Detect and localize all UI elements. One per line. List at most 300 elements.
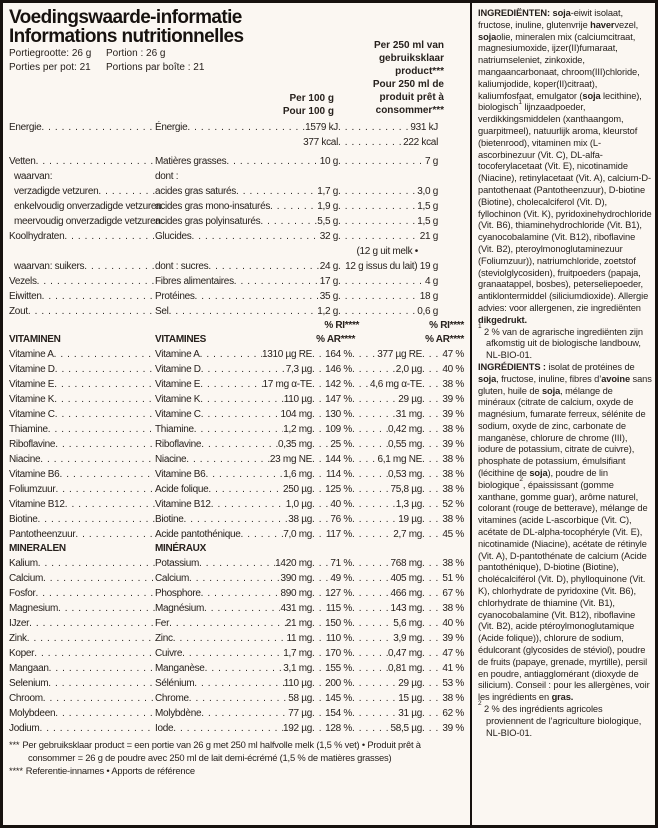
value-per-250ml-cell — [352, 646, 422, 661]
value-per-250ml: 75,8 µg — [390, 484, 422, 495]
dot-leader — [312, 512, 330, 527]
dot-leader — [422, 721, 442, 736]
value-per-250ml: 466 mg — [390, 588, 422, 599]
value-per-100g: 390 mg — [280, 573, 312, 584]
dot-leader — [422, 482, 442, 497]
table-row — [9, 407, 464, 422]
dot-leader — [173, 631, 287, 646]
dot-leader — [29, 616, 155, 631]
dot-leader — [43, 691, 155, 706]
value-per-100g: 110 µg — [283, 678, 312, 689]
fr-name: Calcium — [155, 573, 190, 584]
per-250ml-column-header — [373, 39, 444, 117]
footnote-marker: 2 — [478, 700, 482, 708]
value-per-250ml-cell — [338, 229, 438, 244]
value-per-250ml-cell — [352, 422, 422, 437]
value-per-100g: 1,0 µg — [285, 499, 312, 510]
dot-leader — [352, 407, 396, 422]
dot-leader — [58, 601, 155, 616]
ri-per-250ml-cell — [422, 377, 464, 392]
dot-leader — [201, 586, 281, 601]
dot-leader — [37, 274, 155, 289]
ri-per-100g: 154 % — [325, 708, 352, 719]
fr-name: Iode — [155, 723, 174, 734]
ri-per-250ml: 39 % — [442, 394, 464, 405]
fr-name: Vitamine K — [155, 394, 201, 405]
fr-name-cell — [155, 452, 312, 467]
value-per-100g: 377 kcal — [303, 137, 338, 148]
ri-per-250ml-cell — [422, 362, 464, 377]
nl-name-cell — [9, 527, 155, 542]
dot-leader — [37, 512, 155, 527]
value-per-250ml-cell — [352, 631, 422, 646]
dot-leader — [312, 571, 330, 586]
value-per-250ml: 31 mg — [395, 409, 422, 420]
ri-per-100g: 146 % — [325, 364, 352, 375]
dot-leader — [27, 631, 155, 646]
ri-per-250ml-cell — [422, 482, 464, 497]
footnote-reference-intakes — [9, 765, 464, 778]
table-row — [9, 706, 464, 721]
value-per-250ml-cell — [352, 586, 422, 601]
dot-leader — [200, 377, 262, 392]
nl-name-cell — [9, 601, 155, 616]
ri-per-100g: 155 % — [325, 663, 352, 674]
ri-per-250ml-cell — [422, 467, 464, 482]
ingredient-text: , épaississant (gomme xanthane, gomme guar), arôme naturel, colorant (rouge de betterave), mélange de vitamines (acide L-ascorbique (Vit. C), acétate de DL-alpha-tocophéryle (Vit. E), nicotinamide (Niacine), acétate de rétinyle (Vit. A), D-pantothénate de calcium (Acide pantothénique), D-biotine (Biotine), cholécalciférol (Vit. D), phylloquinone (Vit. K), chlorhydrate de pyridoxine (Vit. B6), chlorhydrate de thiamine (Vit. B1), cyanocobalamine (Vit. B12), riboflavine (Vit. B2), acide ptéroylmonoglutamique (Acide folique)), chlorure de sodium, édulcorant (glycosides de stéviol), poudre de fruits (papaye, grenade, myrtille), persil en poudre, antiagglomérant (dioxyde de silicium). Conseil : pour les allergènes, voir les ingrédients en — [478, 479, 650, 703]
ri-per-250ml-cell — [422, 512, 464, 527]
value-per-100g: 11 mg — [286, 633, 312, 644]
table-row — [9, 214, 464, 229]
fr-name: Zinc — [155, 633, 173, 644]
dot-leader — [422, 527, 442, 542]
ingredient-bold-text: haver — [590, 19, 615, 30]
ri-per-100g-cell — [312, 721, 352, 736]
fr-name: acides gras mono-insaturés — [155, 201, 271, 212]
dot-leader — [40, 452, 155, 467]
dot-leader — [338, 289, 420, 304]
dot-leader — [204, 601, 280, 616]
value-per-100g: 1,9 g — [317, 201, 338, 212]
value-per-100g: 17 mg α-TE — [262, 379, 312, 390]
dot-leader — [54, 392, 155, 407]
dot-leader — [312, 721, 325, 736]
dot-leader — [422, 601, 442, 616]
value-per-250ml: 29 µg — [398, 394, 422, 405]
table-row — [9, 244, 464, 259]
table-row — [9, 289, 464, 304]
dot-leader — [352, 556, 390, 571]
dot-leader — [352, 646, 388, 661]
value-per-250ml: 377 µg RE — [377, 349, 422, 360]
value-per-100g: 192 µg — [283, 723, 312, 734]
ingredient-text: lijnzaadpoeder, verdikkingsmiddelen (xanthaangom, guarpitmeel), natuurlijk aroma, kleurstof (bietenrood), vitaminen mix (L-ascorbinezuur (Vit. C), DL-alfa-tocoferylacetaat (Vit. E), nicotinamide (Niacine), retinylacetaat (Vit. A), calcium-D-pantothenaat (Pantotheenzuur), D-biotine (Biotine), cholecalciferol (Vit. D), fyllochinon (Vit. K), pyridoxinehydrochloride (Vit. B6), thiaminehydrochloride (Vit. B1), cyanocobalamine (Vit. B12), riboflavine (Vit. B2), pteroylmonoglutaminezuur (Foliumzuur)), natriumchloride, zoetstof (steviolglycosiden), fruitpoeders (papaja, granaatappel, bosbes), peterseliepoeder, antiklontermiddel (siliciumdioxide). Allergie advies: voor allergenen, zie ingrediënten — [478, 102, 652, 313]
nl-name-cell — [9, 706, 155, 721]
fr-name-cell — [155, 407, 312, 422]
dot-leader — [36, 154, 155, 169]
nl-name: Energie — [9, 122, 42, 133]
dot-leader — [312, 676, 325, 691]
value-per-250ml-cell — [352, 601, 422, 616]
value-per-100g: 24 g — [319, 261, 338, 272]
ri-per-100g-cell — [312, 422, 352, 437]
table-row — [9, 377, 464, 392]
page-title-nl: Voedingswaarde-informatie — [9, 7, 242, 28]
table-row — [9, 154, 464, 169]
value-per-100g: 10 g — [319, 156, 338, 167]
value-per-100g: 32 g — [319, 231, 338, 242]
dot-leader — [422, 631, 442, 646]
dot-leader — [312, 362, 325, 377]
table-row — [9, 497, 464, 512]
dot-leader — [236, 184, 317, 199]
dot-leader — [312, 601, 326, 616]
dot-leader — [352, 497, 396, 512]
value-per-250ml: 405 mg — [390, 573, 422, 584]
nl-name: Vitamine E — [9, 379, 55, 390]
dot-leader — [201, 362, 286, 377]
dot-leader — [211, 497, 286, 512]
value-per-250ml: 768 mg — [390, 558, 422, 569]
ri-per-250ml: 45 % — [442, 529, 464, 540]
ingredient-text: 2 % van de agrarische ingrediënten zijn afkomstig uit de biologische landbouw, NL-BIO-01. — [481, 326, 643, 361]
fr-name-cell — [155, 586, 312, 601]
ri-per-250ml: 39 % — [442, 409, 464, 420]
value-per-100g: 431 mg — [280, 603, 312, 614]
value-per-100g: 250 µg — [283, 484, 312, 495]
value-per-250ml-cell — [338, 259, 438, 274]
ingredient-text: , fructose, inuline, fibres d’ — [496, 373, 602, 384]
dot-leader — [312, 347, 325, 362]
fr-name-cell — [155, 437, 312, 452]
value-per-250ml: 3,0 g — [417, 186, 438, 197]
table-row — [9, 631, 464, 646]
dot-leader — [352, 512, 398, 527]
ri-per-100g: 150 % — [325, 618, 352, 629]
dot-leader — [422, 706, 442, 721]
ri-header-100g: % RI**** — [324, 320, 360, 331]
dot-leader — [48, 676, 155, 691]
value-per-250ml-cell — [352, 377, 422, 392]
dot-leader — [352, 362, 396, 377]
ri-per-250ml: 38 % — [442, 424, 464, 435]
nl-name-cell — [9, 259, 155, 274]
ri-per-100g-cell — [312, 616, 352, 631]
ri-per-250ml-cell — [422, 571, 464, 586]
nl-name-cell — [9, 229, 155, 244]
ri-per-250ml-cell — [422, 422, 464, 437]
fr-name: Fer — [155, 618, 170, 629]
fr-name: Cuivre — [155, 648, 183, 659]
value-per-250ml-cell — [352, 362, 422, 377]
servings-count-nl: Porties per pot: 21 — [9, 62, 91, 73]
nl-name-cell — [9, 422, 155, 437]
ingredient-bold-text: soja — [529, 468, 548, 479]
fr-name-cell — [155, 691, 312, 706]
fr-name: acides gras saturés — [155, 186, 237, 197]
fr-name: Vitamine E — [155, 379, 201, 390]
dot-leader — [352, 706, 398, 721]
value-per-250ml-cell — [352, 452, 422, 467]
dot-leader — [55, 482, 155, 497]
ri-per-250ml-cell — [422, 646, 464, 661]
nl-name-cell — [9, 120, 155, 135]
value-per-100g: 58 µg — [288, 693, 312, 704]
ingredient-text: isolat de protéines de — [548, 361, 635, 372]
footnote-marker: 1 — [478, 322, 482, 330]
fr-name: Chrome — [155, 693, 189, 704]
fr-name-cell — [155, 676, 312, 691]
nl-name: Zink — [9, 633, 27, 644]
fr-name-cell — [155, 512, 312, 527]
ingredients-panel — [472, 3, 655, 825]
fr-name-cell — [155, 527, 312, 542]
table-row — [9, 467, 464, 482]
ri-header-row — [9, 319, 464, 333]
table-row — [9, 347, 464, 362]
value-per-100g: 1,2 g — [317, 306, 338, 317]
dot-leader — [422, 661, 442, 676]
value-per-250ml: 0,81 mg — [387, 663, 422, 674]
fr-name: Fibres alimentaires — [155, 276, 234, 287]
value-per-250ml: 4,6 mg α-TE — [370, 379, 422, 390]
dot-leader — [422, 467, 442, 482]
nl-name-cell — [9, 437, 155, 452]
ingredients-text-fr — [478, 362, 652, 704]
ingredients-footnote-nl — [478, 322, 652, 362]
fr-name-cell — [155, 467, 312, 482]
ri-per-250ml: 41 % — [442, 663, 464, 674]
dot-leader — [312, 407, 325, 422]
dot-leader — [98, 184, 155, 199]
dot-leader — [64, 229, 155, 244]
dot-leader — [312, 706, 325, 721]
value-per-250ml: 0,55 mg — [387, 439, 422, 450]
value-per-250ml: 222 kcal — [403, 137, 438, 148]
ingredients-footnote-fr — [478, 700, 652, 739]
ri-per-250ml-cell — [422, 631, 464, 646]
table-row — [9, 601, 464, 616]
dot-leader — [48, 422, 155, 437]
ri-per-100g-cell — [312, 467, 352, 482]
table-row — [9, 482, 464, 497]
dot-leader — [422, 616, 442, 631]
fr-name: Vitamine C — [155, 409, 201, 420]
ingredient-bold-text: avoine — [601, 373, 631, 384]
dot-leader — [422, 676, 442, 691]
ingredient-text: , mélange de minéraux (citrate de calcium, oxyde de magnésium, fumarate ferreux, sélénite de sodium, oxyde de zinc, carbonate de manganèse, chlorure de chrome (III), iodure de potassium, citrate de cuivre), phosphate de potassium, émulsifiant (lécithine de — [478, 385, 646, 479]
fr-name-cell — [155, 259, 338, 274]
ri-per-250ml-cell — [422, 706, 464, 721]
nl-name: Koper — [9, 648, 35, 659]
table-row — [9, 661, 464, 676]
dot-leader — [36, 586, 155, 601]
nl-name: Calcium — [9, 573, 44, 584]
ri-per-100g: 40 % — [330, 499, 352, 510]
nl-name: Fosfor — [9, 588, 36, 599]
dot-leader — [422, 556, 442, 571]
fr-name-cell — [155, 347, 312, 362]
ri-per-100g: 114 % — [325, 469, 352, 480]
dot-leader — [200, 347, 262, 362]
dot-leader — [189, 571, 280, 586]
ri-per-250ml-cell — [422, 437, 464, 452]
ri-per-100g-cell — [312, 452, 352, 467]
fr-name-cell — [155, 120, 338, 135]
ri-per-100g: 130 % — [325, 409, 352, 420]
nl-name: Thiamine — [9, 424, 48, 435]
ri-per-250ml: 38 % — [442, 603, 464, 614]
dot-leader — [205, 467, 283, 482]
dot-leader — [183, 512, 288, 527]
ar-header-250ml: % AR**** — [425, 334, 464, 345]
value-per-250ml: 19 µg — [398, 514, 422, 525]
dot-leader — [352, 347, 377, 362]
fr-name: Glucides — [155, 231, 192, 242]
value-per-100g: 7,0 mg — [283, 529, 312, 540]
value-per-250ml: 18 g — [419, 291, 438, 302]
dot-leader — [59, 467, 155, 482]
ri-per-250ml: 40 % — [442, 364, 464, 375]
fr-name: Matières grasses — [155, 156, 227, 167]
dot-leader — [338, 274, 425, 289]
minerals-section-header — [9, 542, 464, 556]
nl-name: enkelvoudig onverzadigde vetzuren — [14, 201, 162, 212]
dot-leader — [352, 631, 393, 646]
per-100g-line: Pour 100 g — [282, 106, 334, 117]
nl-name-cell — [9, 616, 155, 631]
value-per-100g: 1310 µg RE — [261, 349, 312, 360]
nl-name-cell — [9, 452, 155, 467]
value-per-100g: 1,6 mg — [283, 469, 312, 480]
dot-leader — [43, 571, 155, 586]
table-row — [9, 586, 464, 601]
ri-per-100g-cell — [312, 586, 352, 601]
dot-leader — [201, 407, 281, 422]
nl-name-cell — [9, 556, 155, 571]
value-per-250ml-cell — [352, 616, 422, 631]
dot-leader — [199, 556, 275, 571]
table-row — [9, 437, 464, 452]
ri-per-250ml-cell — [422, 452, 464, 467]
value-per-250ml-cell — [338, 120, 438, 135]
nl-name-cell — [9, 691, 155, 706]
ri-per-250ml-cell — [422, 601, 464, 616]
dot-leader — [312, 631, 326, 646]
nl-name-cell — [9, 377, 155, 392]
dot-leader — [54, 377, 155, 392]
dot-leader — [65, 497, 155, 512]
fr-name-cell — [155, 184, 338, 199]
value-per-250ml: 1,5 g — [417, 216, 438, 227]
ingredient-text: 2 % des ingrédients agricoles proviennent de l’agriculture biologique, NL-BIO-01. — [481, 704, 642, 738]
nl-name-cell — [9, 199, 162, 214]
ri-per-100g-cell — [312, 482, 352, 497]
dot-leader — [422, 571, 442, 586]
ri-per-250ml-cell — [422, 676, 464, 691]
ri-per-100g: 145 % — [325, 693, 352, 704]
ri-per-250ml-cell — [422, 661, 464, 676]
nl-name: Vitamine D — [9, 364, 55, 375]
nl-name: Vitamine C — [9, 409, 55, 420]
value-per-100g: 3,1 mg — [283, 663, 312, 674]
value-per-250ml: 0,6 g — [417, 306, 438, 317]
dot-leader — [312, 691, 325, 706]
value-per-250ml: 5,6 mg — [393, 618, 422, 629]
footnote-marker: *** — [9, 739, 20, 750]
table-row — [9, 646, 464, 661]
dot-leader — [352, 661, 388, 676]
dot-leader — [352, 482, 391, 497]
dot-leader — [352, 437, 388, 452]
nl-name-cell — [9, 347, 155, 362]
ri-per-100g: 127 % — [325, 588, 352, 599]
fr-name-cell — [155, 646, 312, 661]
fr-name: Vitamine B12 — [155, 499, 211, 510]
ri-per-100g: 110 % — [325, 633, 352, 644]
nl-name: Vitamine B12 — [9, 499, 65, 510]
dot-leader — [195, 289, 320, 304]
nl-name: Mangaan — [9, 663, 49, 674]
fr-name-cell — [155, 135, 338, 150]
footnote-marker: 2 — [519, 476, 523, 484]
value-per-250ml-cell — [338, 135, 438, 150]
value-per-250ml-cell — [352, 691, 422, 706]
ri-per-100g-cell — [312, 407, 352, 422]
value-per-250ml-cell — [352, 661, 422, 676]
ingredient-bold-text: soja — [582, 90, 601, 101]
dot-leader — [312, 646, 325, 661]
nl-name-cell — [9, 214, 161, 229]
ri-per-250ml: 38 % — [442, 484, 464, 495]
table-row — [9, 556, 464, 571]
value-per-250ml-cell — [338, 214, 438, 229]
value-per-250ml: 15 µg — [398, 693, 422, 704]
value-per-250ml: 1,5 g — [417, 201, 438, 212]
value-per-250ml: 0,47 mg — [387, 648, 422, 659]
fr-name-cell — [155, 214, 338, 229]
fr-name-cell — [155, 199, 338, 214]
nl-name: Koolhydraten — [9, 231, 65, 242]
value-per-100g: 1579 kJ — [305, 122, 338, 133]
vitamins-table — [9, 347, 464, 542]
ri-per-100g: 125 % — [325, 484, 352, 495]
value-per-250ml-cell — [338, 184, 438, 199]
ri-per-250ml: 53 % — [442, 678, 464, 689]
ri-per-100g-cell — [312, 437, 352, 452]
nl-name: verzadigde vetzuren — [14, 186, 99, 197]
value-per-250ml-cell — [338, 304, 438, 319]
table-row — [9, 676, 464, 691]
fr-name: Potassium — [155, 558, 199, 569]
fr-name: Protéines — [155, 291, 195, 302]
nl-name: Molybdeen — [9, 708, 56, 719]
fr-name: Phosphore — [155, 588, 201, 599]
servings-count-fr: Portions par boîte : 21 — [106, 62, 205, 73]
dot-leader — [352, 452, 377, 467]
ri-per-250ml: 38 % — [442, 469, 464, 480]
ri-per-100g-cell — [312, 646, 352, 661]
fr-name-cell — [155, 616, 312, 631]
page-title-fr: Informations nutritionnelles — [9, 26, 244, 47]
table-row — [9, 422, 464, 437]
ingredient-text: sans gluten, huile de — [478, 373, 652, 396]
ri-per-250ml: 38 % — [442, 379, 464, 390]
dot-leader — [186, 452, 270, 467]
ri-per-100g-cell — [312, 362, 352, 377]
dot-leader — [352, 571, 390, 586]
fr-name-cell — [155, 571, 312, 586]
